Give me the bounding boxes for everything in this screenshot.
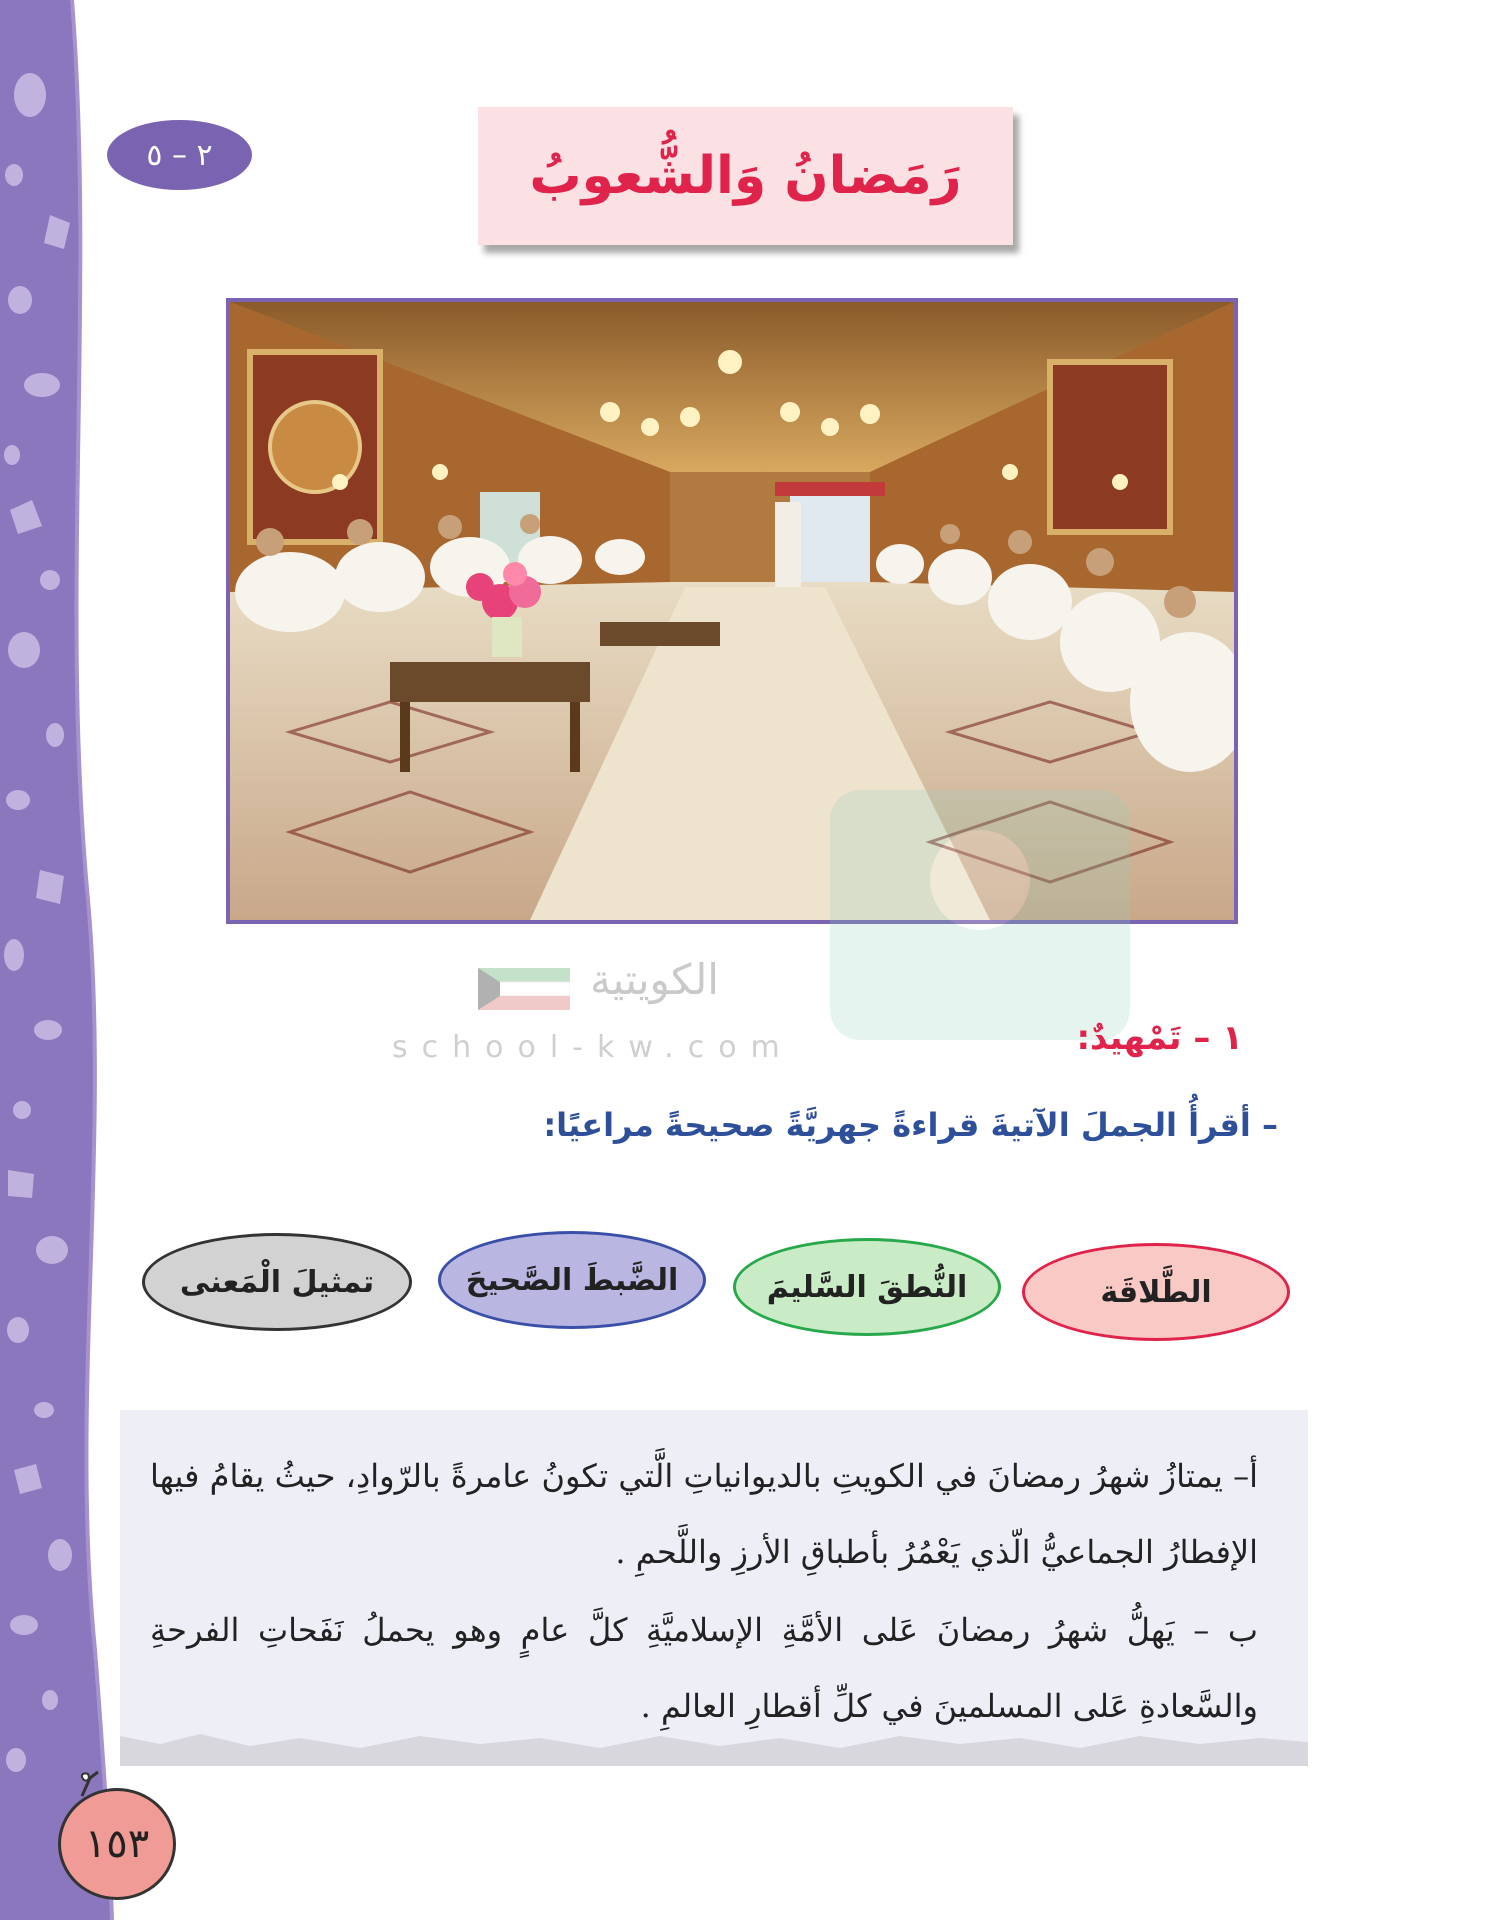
watermark-flag-icon [478, 968, 570, 1010]
skill-fluency [1022, 1243, 1290, 1341]
skill-meaning [142, 1233, 412, 1331]
page-title: رَمَضانُ وَالشُّعوبُ [529, 146, 962, 206]
page-number-value: ١٥٣ [84, 1821, 150, 1867]
skill-diacritics [438, 1231, 706, 1329]
passage-b: ب – يَهلُّ شهرُ رمضانَ عَلى الأمَّةِ الإسلاميَّةِ كلَّ عامٍ وهو يحملُ نَفَحاتِ الفرحةِ والسَّعادةِ عَلى المسلمينَ في كلِّ أقطارِ العالمِ . [150, 1611, 1259, 1725]
watermark-logo-shape [830, 790, 1130, 1040]
reading-instruction: – أقرأُ الجملَ الآتيةَ قراءةً جهريَّةً صحيحةً مراعيًا: [543, 1106, 1278, 1144]
reading-passages-box [120, 1410, 1308, 1748]
page-number [58, 1788, 176, 1900]
skill-label: الضَّبطَ الصَّحيحَ [465, 1262, 679, 1298]
passage-a: أ– يمتازُ شهرُ رمضانَ في الكويتِ بالديوانياتِ الَّتي تكونُ عامرةً بالرّوادِ، حيثُ يقامُ فيها الإفطارُ الجماعيُّ الّذي يَعْمُرُ بأطباقِ الأرزِ واللَّحمِ . [150, 1457, 1258, 1571]
section-heading: ١ – تَمْهيدٌ: [1076, 1018, 1243, 1058]
skill-label: تمثيلَ الْمَعنى [179, 1264, 375, 1300]
watermark-text: الكويتية [590, 955, 719, 1004]
decorative-side-strip [0, 0, 125, 1920]
title-banner [478, 107, 1013, 245]
skill-label: الطَّلاقَة [1100, 1274, 1212, 1310]
watermark-site: school-kw.com [392, 1030, 794, 1065]
skill-label: النُّطقَ السَّليمَ [766, 1269, 968, 1305]
lesson-number-badge [107, 120, 252, 190]
torn-paper-edge [120, 1732, 1308, 1766]
lesson-number: ٢ – ٥ [146, 137, 213, 173]
skill-pronunciation [733, 1238, 1001, 1336]
